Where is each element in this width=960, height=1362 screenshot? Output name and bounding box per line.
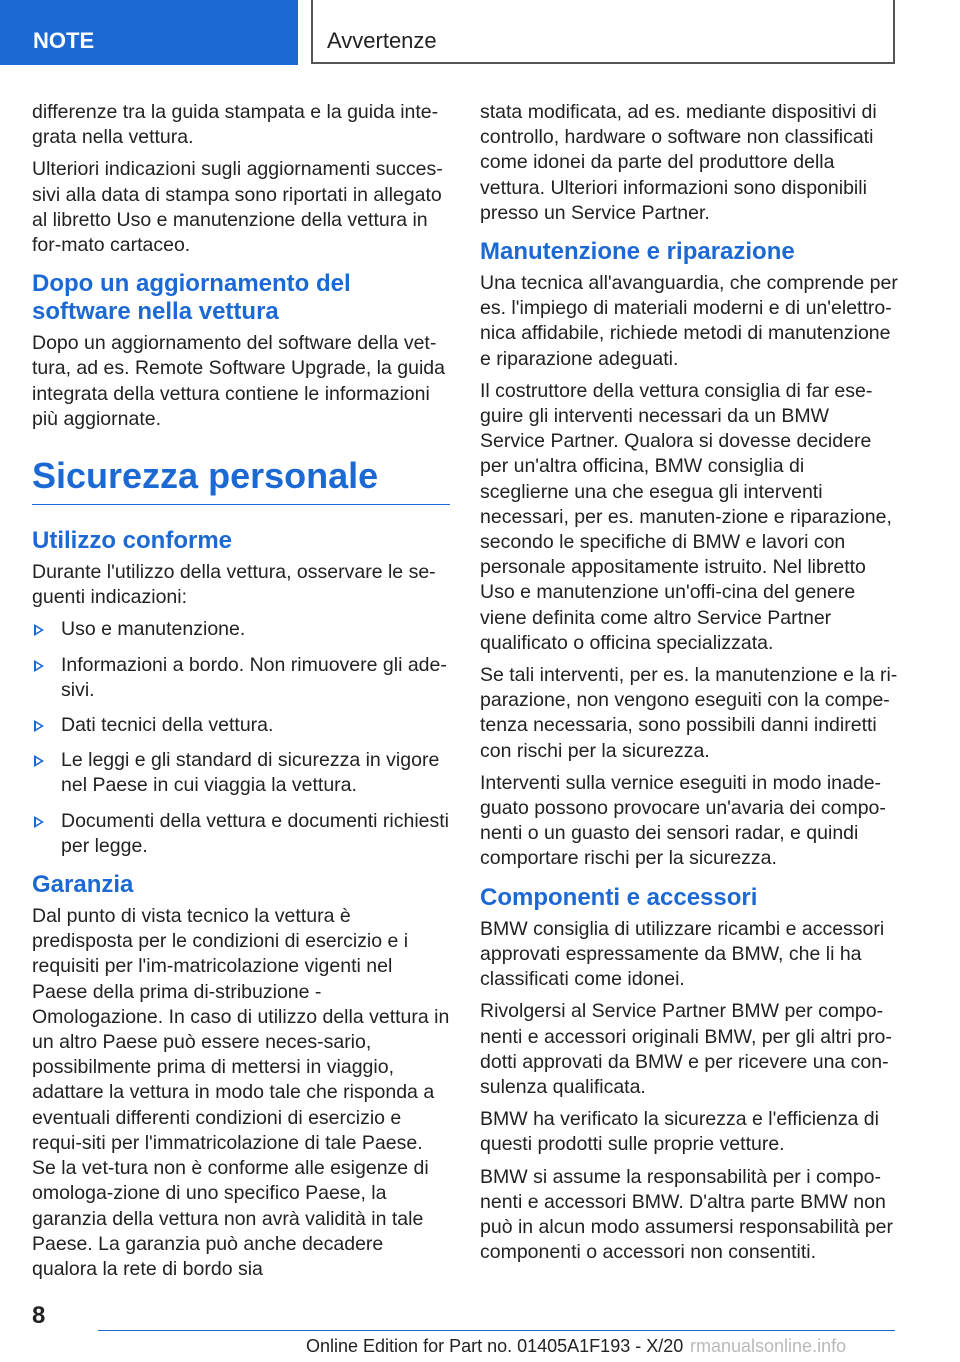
- triangle-bullet-icon: [34, 755, 44, 767]
- watermark: rmanualsonline.info: [690, 1336, 847, 1356]
- paragraph: Ulteriori indicazioni sugli aggiornamenti succes-sivi alla data di stampa sono riportati in allegato al libretto Uso e manutenzione della vettura in for-mato cartaceo.: [32, 158, 443, 257]
- section-title-tab: Avvertenze: [311, 0, 895, 64]
- paragraph: Rivolgersi al Service Partner BMW per compo-nenti e accessori originali BMW, per gli altri pro-dotti approvati da BMW e per ricevere una con-sulenza qualificata.: [480, 1000, 892, 1098]
- heading-proper-use: Utilizzo conforme: [32, 527, 233, 555]
- heading-software-update: Dopo un aggiornamento del software nella vettura: [32, 270, 351, 326]
- list-item-text: Le leggi e gli standard di sicurezza in vigore nel Paese in cui viaggia la vettura.: [61, 749, 440, 797]
- triangle-bullet-icon: [34, 816, 44, 828]
- heading-maintenance: Manutenzione e riparazione: [480, 238, 795, 266]
- page-number: 8: [32, 1302, 46, 1329]
- triangle-bullet-icon: [34, 720, 44, 732]
- paragraph: stata modificata, ad es. mediante dispositivi di controllo, hardware o software non classificati come idonei da parte del produttore della vettura. Ulteriori informazioni sono disponibili presso un Service Partner.: [480, 101, 877, 224]
- paragraph: Dopo un aggiornamento del software della vet-tura, ad es. Remote Software Upgrade, la guida integrata della vettura contiene le informazioni più aggiornate.: [32, 332, 445, 430]
- paragraph: Dal punto di vista tecnico la vettura è predisposta per le condizioni di esercizio e i requisiti per l'im-matricolazione vigenti nel Paese della prima di-stribuzione - Omologazione. In caso di utilizzo della vettura in un altro Paese può essere neces-sario, possibilmente prima di mettersi in viaggio, adattare la vettura in modo tale che risponda a eventuali differenti condizioni di esercizio e requi-siti per l'immatricolazione di tale Paese. Se la vet-tura non è conforme alle esigenze di omologa-zione di uno specifico Paese, la garanzia della vettura non avrà validità in tale Paese. La garanzia può anche decadere qualora la rete di bordo sia: [32, 905, 450, 1280]
- list-item-text: Informazioni a bordo. Non rimuovere gli ade-sivi.: [61, 653, 447, 701]
- indications-list: [32, 617, 450, 859]
- paragraph: BMW si assume la responsabilità per i compo-nenti e accessori BMW. D'altra parte BMW non può in alcun modo assumersi responsabilità per componenti o accessori non consentiti.: [480, 1165, 893, 1264]
- heading-personal-safety: Sicurezza personale: [32, 454, 450, 505]
- paragraph: Interventi sulla vernice eseguiti in modo inade-guato possono provocare un'avaria dei compo-nenti o un guasto dei sensori radar, e quindi comportare rischi per la sicurezza.: [480, 771, 886, 870]
- heading-warranty: Garanzia: [32, 871, 134, 899]
- list-item: [32, 617, 450, 642]
- section-tab-note: NOTE: [0, 0, 298, 65]
- list-item: [32, 748, 450, 798]
- paragraph: Il costruttore della vettura consiglia di far ese-guire gli interventi necessari da un BMW Service Partner. Qualora si dovesse decidere per un'altra officina, BMW consiglia di sceglierne una che esegua gli interventi necessari, per es. manuten-zione e riparazione, secondo le specifiche di BMW e lavori con personale appositamente istruito. Nel libretto Uso e manutenzione un'offi-cina del genere viene definita come altro Service Partner qualificato o officina specializzata.: [480, 379, 892, 654]
- footer-divider: [98, 1330, 895, 1331]
- left-column: [32, 100, 450, 1289]
- list-item: [32, 809, 450, 859]
- list-item: [32, 653, 450, 703]
- list-item-text: Uso e manutenzione.: [61, 618, 246, 641]
- footer-edition: Online Edition for Part no. 01405A1F193 - X/20: [306, 1336, 684, 1356]
- paragraph: Una tecnica all'avanguardia, che comprende per es. l'impiego di materiali moderni e di un'elettro-nica affidabile, richiede metodi di manutenzione e riparazione adeguati.: [480, 272, 898, 370]
- paragraph: BMW ha verificato la sicurezza e l'efficienza di questi prodotti sulle proprie vetture.: [480, 1108, 879, 1156]
- paragraph: Durante l'utilizzo della vettura, osservare le se-guenti indicazioni:: [32, 561, 436, 609]
- list-item: [32, 713, 450, 738]
- heading-parts-accessories: Componenti e accessori: [480, 883, 758, 911]
- paragraph: differenze tra la guida stampata e la guida inte-grata nella vettura.: [32, 101, 439, 149]
- triangle-bullet-icon: [34, 660, 44, 672]
- triangle-bullet-icon: [34, 624, 44, 636]
- list-item-text: Documenti della vettura e documenti richiesti per legge.: [61, 809, 450, 857]
- list-item-text: Dati tecnici della vettura.: [61, 714, 274, 737]
- right-column: [480, 100, 898, 1272]
- paragraph: Se tali interventi, per es. la manutenzione e la ri-parazione, non vengono eseguiti con la compe-tenza necessaria, sono possibili danni indiretti con rischi per la sicurezza.: [480, 664, 898, 762]
- paragraph: BMW consiglia di utilizzare ricambi e accessori approvati espressamente da BMW, che li ha classificati come idonei.: [480, 917, 885, 991]
